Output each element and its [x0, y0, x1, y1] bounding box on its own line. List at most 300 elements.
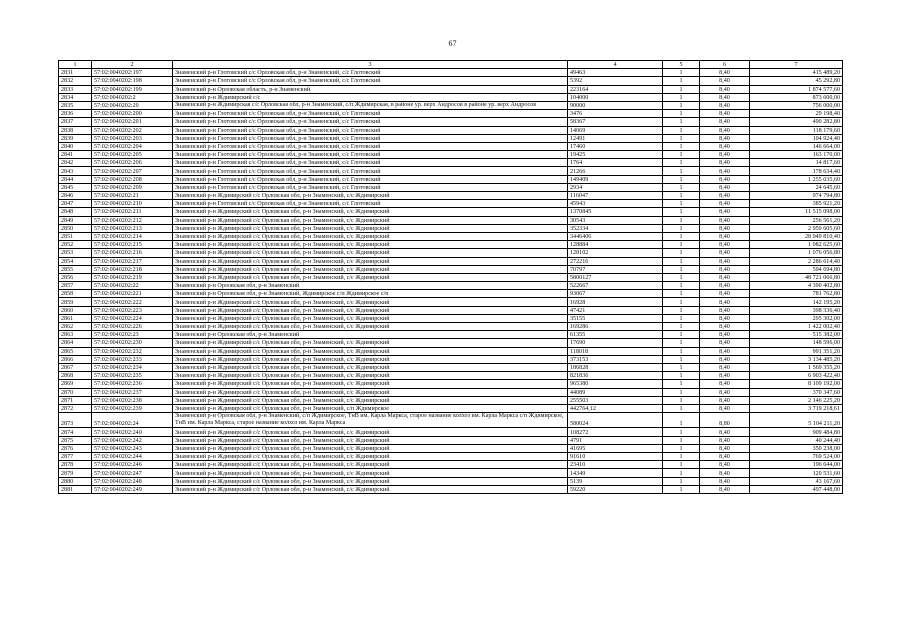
rate-cell: 8,40: [700, 167, 750, 175]
table-row: [59, 363, 843, 371]
row-number-cell: 2854: [59, 257, 92, 265]
rate-cell: 8,40: [700, 224, 750, 232]
table-row: [59, 183, 843, 191]
area-cell: 821836: [568, 372, 663, 380]
count-cell: 1: [663, 444, 700, 452]
rate-cell: 8,40: [700, 77, 750, 85]
cadastral-number-cell: 57:02:0040202:211: [92, 208, 173, 216]
value-cell: 497 448,00: [750, 485, 843, 493]
table-row: [59, 77, 843, 85]
row-number-cell: 2880: [59, 477, 92, 485]
cadastral-number-cell: 57:02:0040202:226: [92, 323, 173, 331]
area-cell: 169286: [568, 323, 663, 331]
row-number-cell: 2864: [59, 339, 92, 347]
count-cell: 1: [663, 232, 700, 240]
area-cell: 30543: [568, 216, 663, 224]
value-cell: 2 959 605,60: [750, 224, 843, 232]
rate-cell: 8,40: [700, 208, 750, 216]
count-cell: 1: [663, 306, 700, 314]
count-cell: 1: [663, 282, 700, 290]
row-number-cell: 2870: [59, 388, 92, 396]
cadastral-number-cell: 57:02:0040202:230: [92, 339, 173, 347]
area-cell: 14349: [568, 469, 663, 477]
cadastral-number-cell: 57:02:0040202:224: [92, 314, 173, 322]
count-cell: 1: [663, 167, 700, 175]
row-number-cell: 2874: [59, 428, 92, 436]
table-row: [59, 224, 843, 232]
address-cell: Знаменский р-н Орловская обл, р-н Знаменский: [173, 282, 568, 290]
table-row: [59, 93, 843, 101]
rate-cell: 8,40: [700, 257, 750, 265]
value-cell: 5 104 211,20: [750, 413, 843, 428]
table-row: [59, 265, 843, 273]
count-cell: 1: [663, 323, 700, 331]
row-number-cell: 2853: [59, 249, 92, 257]
value-cell: 28 949 810,40: [750, 232, 843, 240]
table-row: [59, 428, 843, 436]
column-number: 3: [173, 61, 568, 69]
address-cell: Знаменский р-н Орловская область, р-н Знаменский: [173, 85, 568, 93]
column-number: 4: [568, 61, 663, 69]
row-number-cell: 2881: [59, 485, 92, 493]
table-row: [59, 453, 843, 461]
count-cell: 1: [663, 257, 700, 265]
row-number-cell: 2876: [59, 444, 92, 452]
row-number-cell: 2863: [59, 331, 92, 339]
address-cell: Знаменский р-н Ждимирский с/с Орловская обл, р-н Знаменский, с/с Ждимирский: [173, 461, 568, 469]
area-cell: 1370845: [568, 208, 663, 216]
cadastral-number-cell: 57:02:0040202:215: [92, 241, 173, 249]
rate-cell: 8,40: [700, 428, 750, 436]
cadastral-number-cell: 57:02:0040202:204: [92, 142, 173, 150]
column-number: 1: [59, 61, 92, 69]
count-cell: 1: [663, 404, 700, 412]
row-number-cell: 2841: [59, 151, 92, 159]
value-cell: 142 195,20: [750, 298, 843, 306]
cadastral-number-cell: 57:02:0040202:221: [92, 290, 173, 298]
value-cell: 3 134 485,20: [750, 355, 843, 363]
row-number-cell: 2836: [59, 110, 92, 118]
column-number-row: [59, 61, 843, 69]
row-number-cell: 2857: [59, 282, 92, 290]
table-row: [59, 159, 843, 167]
table-row: [59, 110, 843, 118]
count-cell: 1: [663, 134, 700, 142]
value-cell: 3 719 218,61: [750, 404, 843, 412]
row-number-cell: 2844: [59, 175, 92, 183]
rate-cell: 8,40: [700, 85, 750, 93]
rate-cell: 8,40: [700, 93, 750, 101]
rate-cell: 8,40: [700, 175, 750, 183]
rate-cell: 8,40: [700, 134, 750, 142]
table-row: [59, 461, 843, 469]
row-number-cell: 2878: [59, 461, 92, 469]
address-cell: Знаменский р-н Орловская обл, р-н Знаменский: [173, 331, 568, 339]
cadastral-number-cell: 57:02:0040202:209: [92, 183, 173, 191]
rate-cell: 8,40: [700, 469, 750, 477]
table-row: [59, 175, 843, 183]
table-row: [59, 216, 843, 224]
rate-cell: 8,40: [700, 69, 750, 77]
count-cell: 1: [663, 118, 700, 126]
row-number-cell: 2847: [59, 200, 92, 208]
cadastral-number-cell: 57:02:0040202:239: [92, 404, 173, 412]
table-row: [59, 249, 843, 257]
area-cell: 16928: [568, 298, 663, 306]
cadastral-number-cell: 57:02:0040202:219: [92, 273, 173, 281]
count-cell: 1: [663, 314, 700, 322]
rate-cell: 8,40: [700, 339, 750, 347]
cadastral-number-cell: 57:02:0040202:242: [92, 436, 173, 444]
area-cell: 17460: [568, 142, 663, 150]
cadastral-number-cell: 57:02:0040202:203: [92, 134, 173, 142]
row-number-cell: 2837: [59, 118, 92, 126]
count-cell: 1: [663, 453, 700, 461]
table-row: [59, 323, 843, 331]
count-cell: 1: [663, 355, 700, 363]
area-cell: 91610: [568, 453, 663, 461]
value-cell: 909 484,80: [750, 428, 843, 436]
row-number-cell: 2848: [59, 208, 92, 216]
address-cell: Знаменский р-н Глотовский с/с Орловская обл, р-н Знаменский, с/с Глотовский: [173, 126, 568, 134]
value-cell: 295 302,00: [750, 314, 843, 322]
cadastral-number-cell: 57:02:0040202:217: [92, 257, 173, 265]
cadastral-number-cell: 57:02:0040202:233: [92, 355, 173, 363]
rate-cell: 8,40: [700, 249, 750, 257]
table-row: [59, 134, 843, 142]
value-cell: 24 645,60: [750, 183, 843, 191]
address-cell: Знаменский р-н Орловская обл, р-н Знаменский, Ждимирское с/п Ждимирское с/п: [173, 290, 568, 298]
table-row: [59, 69, 843, 77]
count-cell: 1: [663, 85, 700, 93]
rate-cell: 8,40: [700, 282, 750, 290]
rate-cell: 8,40: [700, 216, 750, 224]
address-cell: Знаменский р-н Ждимирский с/с Орловская обл, р-н Знаменский, с/с Ждимирский: [173, 380, 568, 388]
address-cell: Знаменский р-н Глотовский с/с Орловская обл, р-н Знаменский, с/с Глотовский: [173, 110, 568, 118]
cadastral-number-cell: 57:02:0040202:246: [92, 461, 173, 469]
row-number-cell: 2873: [59, 413, 92, 428]
cadastral-number-cell: 57:02:0040202:212: [92, 216, 173, 224]
table-row: [59, 85, 843, 93]
address-cell: Знаменский р-н Ждимирский с/с Орловская обл, р-н Знаменский, с/с Ждимирский: [173, 388, 568, 396]
address-cell: Знаменский р-н Ждимирская с/с Орловская обл, р-н Знаменский, с/п Ждимирская, в районе ур. верх Андросов в районе ур. верх Андросов: [173, 101, 568, 109]
address-cell: Знаменский р-н Ждимирский с/с Орловская обл, р-н Знаменский, с/с Ждимирский: [173, 323, 568, 331]
row-number-cell: 2851: [59, 232, 92, 240]
rate-cell: 8,40: [700, 265, 750, 273]
cadastral-number-cell: 57:02:0040202:197: [92, 69, 173, 77]
rate-cell: 8,40: [700, 461, 750, 469]
value-cell: 1 874 577,60: [750, 85, 843, 93]
row-number-cell: 2859: [59, 298, 92, 306]
address-cell: Знаменский р-н Ждимирский с/с Орловская обл, р-н Знаменский, с/с Ждимирский: [173, 208, 568, 216]
address-cell: Знаменский р-н Ждимирский с/с Орловская обл, р-н Знаменский, с/п Ждимирское: [173, 404, 568, 412]
table-row: [59, 413, 843, 428]
rate-cell: 8,40: [700, 436, 750, 444]
area-cell: 5392: [568, 77, 663, 85]
row-number-cell: 2862: [59, 323, 92, 331]
value-cell: 974 794,80: [750, 192, 843, 200]
cadastral-number-cell: 57:02:0040202:216: [92, 249, 173, 257]
area-cell: 128884: [568, 241, 663, 249]
address-cell: Знаменский р-н Ждимирский с/с Орловская обл, р-н Знаменский, с/с Ждимирский: [173, 216, 568, 224]
row-number-cell: 2858: [59, 290, 92, 298]
column-number: 7: [750, 61, 843, 69]
table-row: [59, 192, 843, 200]
address-cell: Знаменский р-н Глотовский с/с Орловская обл, р-н Знаменский, с/с Глотовский: [173, 134, 568, 142]
cadastral-number-cell: 57:02:0040202:248: [92, 477, 173, 485]
value-cell: 991 351,20: [750, 347, 843, 355]
rate-cell: 8,40: [700, 142, 750, 150]
row-number-cell: 2861: [59, 314, 92, 322]
value-cell: 146 664,00: [750, 142, 843, 150]
cadastral-number-cell: 57:02:0040202:198: [92, 77, 173, 85]
value-cell: 6 903 422,40: [750, 372, 843, 380]
rate-cell: 8,40: [700, 347, 750, 355]
address-cell: Знаменский р-н Ждимирский с/с Орловская обл, р-н Знаменский, с/с Ждимирский: [173, 257, 568, 265]
value-cell: 370 347,60: [750, 388, 843, 396]
table-body: [59, 61, 843, 494]
row-number-cell: 2843: [59, 167, 92, 175]
value-cell: 1 422 002,40: [750, 323, 843, 331]
table-row: [59, 404, 843, 412]
area-cell: 2934: [568, 183, 663, 191]
area-cell: 45943: [568, 200, 663, 208]
table-row: [59, 314, 843, 322]
table-row: [59, 167, 843, 175]
area-cell: 104000: [568, 93, 663, 101]
count-cell: 1: [663, 192, 700, 200]
rate-cell: 8,40: [700, 192, 750, 200]
rate-cell: 8,40: [700, 183, 750, 191]
rate-cell: 8,40: [700, 200, 750, 208]
value-cell: 196 644,00: [750, 461, 843, 469]
area-cell: 118018: [568, 347, 663, 355]
row-number-cell: 2842: [59, 159, 92, 167]
value-cell: 398 336,40: [750, 306, 843, 314]
address-cell: Знаменский р-н Глотовский с/с Орловская обл, р-н Знаменский, с/с Глотовский: [173, 142, 568, 150]
area-cell: 17690: [568, 339, 663, 347]
address-cell: Знаменский р-н Глотовский с/с Орловская обл, р-н Знаменский, с/с Глотовский: [173, 175, 568, 183]
table-row: [59, 200, 843, 208]
rate-cell: 8,40: [700, 306, 750, 314]
rate-cell: 8,40: [700, 363, 750, 371]
address-cell: Знаменский р-н Ждимирский с/с Орловская обл, р-н Знаменский, с/с Ждимирский: [173, 363, 568, 371]
rate-cell: 8,40: [700, 159, 750, 167]
table-row: [59, 151, 843, 159]
area-cell: 108272: [568, 428, 663, 436]
address-cell: Знаменский р-н Ждимирский с/с Орловская обл, р-н Знаменский, с/с Ждимирский: [173, 192, 568, 200]
count-cell: 1: [663, 380, 700, 388]
area-cell: 61355: [568, 331, 663, 339]
value-cell: 385 921,20: [750, 200, 843, 208]
address-cell: Знаменский р-н Ждимирский с/с Орловская обл, р-н Знаменский, с/с Ждимирский: [173, 273, 568, 281]
count-cell: 1: [663, 477, 700, 485]
area-cell: 186828: [568, 363, 663, 371]
table-row: [59, 298, 843, 306]
table-row: [59, 388, 843, 396]
cadastral-number-cell: 57:02:0040202:208: [92, 175, 173, 183]
count-cell: 1: [663, 413, 700, 428]
table-row: [59, 241, 843, 249]
area-cell: 116047: [568, 192, 663, 200]
cadastral-number-cell: 57:02:0040202:214: [92, 232, 173, 240]
address-cell: Знаменский р-н Ждимирский с/с Орловская обл, р-н Знаменский, с/с Ждимирский: [173, 314, 568, 322]
table-row: [59, 347, 843, 355]
address-cell: Знаменский р-н Ждимирский с/с Орловская обл, р-н Знаменский, с/с Ждимирский: [173, 469, 568, 477]
table-row: [59, 469, 843, 477]
value-cell: 781 762,80: [750, 290, 843, 298]
address-cell: Знаменский р-н Глотовский с/с Орловская обл, р-н Знаменский, с/с Глотовский: [173, 183, 568, 191]
area-cell: 1764: [568, 159, 663, 167]
cadastral-number-cell: 57:02:0040202:243: [92, 444, 173, 452]
value-cell: 594 694,80: [750, 265, 843, 273]
area-cell: 352334: [568, 224, 663, 232]
value-cell: 515 382,00: [750, 331, 843, 339]
value-cell: 769 524,00: [750, 453, 843, 461]
table-row: [59, 380, 843, 388]
row-number-cell: 2840: [59, 142, 92, 150]
rate-cell: 8,40: [700, 126, 750, 134]
table-row: [59, 282, 843, 290]
address-cell: Знаменский р-н Ждимирский с/с Орловская обл, р-н Знаменский, с/с Ждимирский: [173, 224, 568, 232]
rate-cell: 8,40: [700, 444, 750, 452]
area-cell: 4791: [568, 436, 663, 444]
area-cell: 12491: [568, 134, 663, 142]
cadastral-number-cell: 57:02:0040202:218: [92, 265, 173, 273]
table-row: [59, 306, 843, 314]
address-cell: Знаменский р-н Ждимирский с/с Орловская обл, р-н Знаменский, с/с Ждимирский: [173, 485, 568, 493]
row-number-cell: 2852: [59, 241, 92, 249]
count-cell: 1: [663, 175, 700, 183]
area-cell: 373153: [568, 355, 663, 363]
count-cell: 1: [663, 241, 700, 249]
row-number-cell: 2849: [59, 216, 92, 224]
row-number-cell: 2866: [59, 355, 92, 363]
cadastral-number-cell: 57:02:0040202:24: [92, 413, 173, 428]
count-cell: 1: [663, 126, 700, 134]
area-cell: 44089: [568, 388, 663, 396]
cadastral-number-cell: 57:02:0040202:206: [92, 159, 173, 167]
rate-cell: 8,40: [700, 110, 750, 118]
value-cell: 490 282,80: [750, 118, 843, 126]
address-cell: Знаменский р-н Ждимирский с/с Орловская обл, р-н Знаменский, с/с Ждимирский: [173, 306, 568, 314]
cadastral-number-cell: 57:02:0040202:22: [92, 282, 173, 290]
address-cell: Знаменский р-н Ждимирский с/с Орловская обл, р-н Знаменский, с/с Ждимирский: [173, 453, 568, 461]
area-cell: 272216: [568, 257, 663, 265]
area-cell: 90000: [568, 101, 663, 109]
count-cell: 1: [663, 159, 700, 167]
cadastral-register-table: [58, 60, 843, 494]
address-cell: Знаменский р-н Глотовский с/с Орловская обл, р-н Знаменский, с/с Глотовский: [173, 77, 568, 85]
address-cell: Знаменский р-н Глотовский с/с Орловская обл, р-н Знаменский, с/с Глотовский: [173, 118, 568, 126]
address-cell: Знаменский р-н Глотовский с/с Орловская обл, р-н Знаменский, с/с Глотовский: [173, 200, 568, 208]
address-cell: Знаменский р-н Ждимирский с/с Орловская обл, р-н Знаменский, с/с Ждимирский: [173, 347, 568, 355]
count-cell: 1: [663, 110, 700, 118]
row-number-cell: 2865: [59, 347, 92, 355]
row-number-cell: 2856: [59, 273, 92, 281]
count-cell: 1: [663, 388, 700, 396]
count-cell: 1: [663, 363, 700, 371]
rate-cell: 8,40: [700, 298, 750, 306]
count-cell: 1: [663, 265, 700, 273]
area-cell: 41695: [568, 444, 663, 452]
count-cell: 1: [663, 249, 700, 257]
value-cell: 11 515 098,00: [750, 208, 843, 216]
value-cell: 163 170,00: [750, 151, 843, 159]
table-row: [59, 118, 843, 126]
value-cell: 8 109 192,00: [750, 380, 843, 388]
table-row: [59, 436, 843, 444]
table-row: [59, 126, 843, 134]
area-cell: 93067: [568, 290, 663, 298]
address-cell: Знаменский р-н Ждимирский с/с Орловская обл, р-н Знаменский, с/с Ждимирский: [173, 232, 568, 240]
row-number-cell: 2838: [59, 126, 92, 134]
address-cell: Знаменский р-н Ждимирский с/с: [173, 93, 568, 101]
column-number: 6: [700, 61, 750, 69]
row-number-cell: 2875: [59, 436, 92, 444]
value-cell: 873 600,00: [750, 93, 843, 101]
cadastral-number-cell: 57:02:0040202:199: [92, 85, 173, 93]
count-cell: 1: [663, 200, 700, 208]
table-row: [59, 232, 843, 240]
rate-cell: 8,40: [700, 355, 750, 363]
count-cell: 1: [663, 183, 700, 191]
rate-cell: 8,40: [700, 151, 750, 159]
cadastral-number-cell: 57:02:0040202:207: [92, 167, 173, 175]
rate-cell: 8,40: [700, 380, 750, 388]
row-number-cell: 2871: [59, 396, 92, 404]
cadastral-number-cell: 57:02:0040202:223: [92, 306, 173, 314]
value-cell: 178 634,40: [750, 167, 843, 175]
rate-cell: 8,40: [700, 290, 750, 298]
rate-cell: 8,40: [700, 477, 750, 485]
count-cell: 1: [663, 347, 700, 355]
cadastral-number-cell: 57:02:0040202:236: [92, 380, 173, 388]
row-number-cell: 2831: [59, 69, 92, 77]
table-row: [59, 372, 843, 380]
row-number-cell: 2872: [59, 404, 92, 412]
value-cell: 43 167,60: [750, 477, 843, 485]
cadastral-number-cell: 57:02:0040202:249: [92, 485, 173, 493]
count-cell: 1: [663, 142, 700, 150]
rate-cell: 8,40: [700, 388, 750, 396]
address-cell: Знаменский р-н Ждимирский с/с Орловская обл, р-н Знаменский, с/с Ждимирский: [173, 298, 568, 306]
address-cell: Знаменский р-н Ждимирский с/с Орловская обл, р-н Знаменский, с/с Ждимирский: [173, 436, 568, 444]
cadastral-number-cell: 57:02:0040202:200: [92, 110, 173, 118]
row-number-cell: 2867: [59, 363, 92, 371]
area-cell: 58367: [568, 118, 663, 126]
area-cell: 59220: [568, 485, 663, 493]
count-cell: 1: [663, 331, 700, 339]
count-cell: 1: [663, 273, 700, 281]
count-cell: 1: [663, 372, 700, 380]
area-cell: 47421: [568, 306, 663, 314]
row-number-cell: 2845: [59, 183, 92, 191]
area-cell: 3446406: [568, 232, 663, 240]
count-cell: 1: [663, 396, 700, 404]
table-row: [59, 396, 843, 404]
rate-cell: 8,40: [700, 273, 750, 281]
count-cell: 1: [663, 469, 700, 477]
value-cell: 48 721 066,80: [750, 273, 843, 281]
row-number-cell: 2869: [59, 380, 92, 388]
area-cell: 442764,12: [568, 404, 663, 412]
address-cell: Знаменский р-н Орловская обл, р-н Знаменский, с/п Ждимирское, ТнВ им. Карла Маркса, старое название колхоз им. Карла Маркса с/п Ждимирское, ТнВ им. Карла Маркса, старое название колхоз им. Карла Маркса: [173, 413, 568, 428]
cadastral-number-cell: 57:02:0040202:210: [92, 200, 173, 208]
cadastral-number-cell: 57:02:0040202:2: [92, 93, 173, 101]
area-cell: 5139: [568, 477, 663, 485]
area-cell: 965380: [568, 380, 663, 388]
